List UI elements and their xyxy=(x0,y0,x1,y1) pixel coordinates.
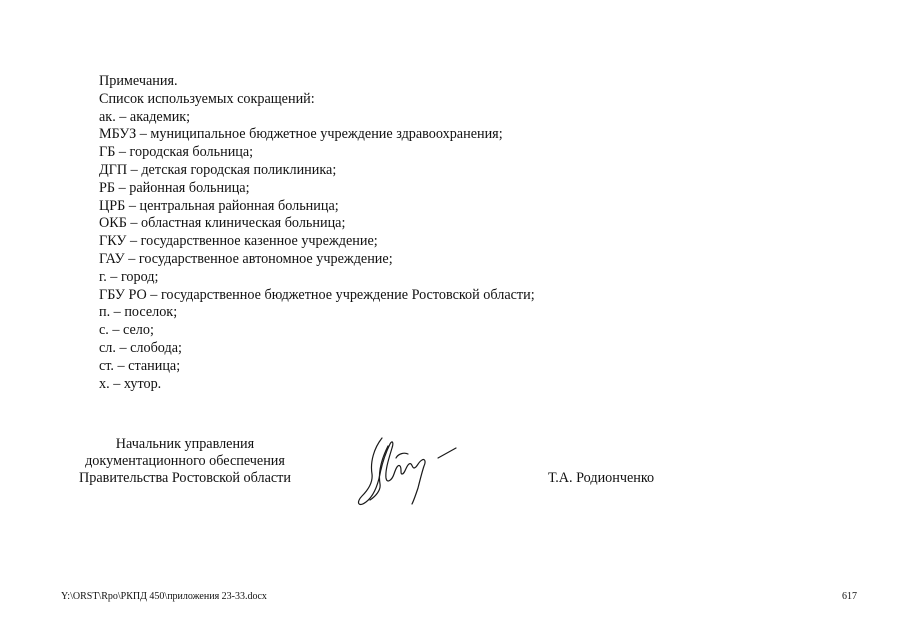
abbreviation-item: ак. – академик; xyxy=(99,108,191,125)
signer-name: Т.А. Родионченко xyxy=(548,470,655,486)
notes-section xyxy=(99,73,535,393)
abbreviation-item: РБ – районная больница; xyxy=(99,179,250,196)
abbreviation-item: х. – хутор. xyxy=(99,375,162,392)
position-line: Начальник управления xyxy=(115,436,255,452)
abbreviation-item: п. – поселок; xyxy=(99,304,178,321)
abbreviations-list-title: Список используемых сокращений: xyxy=(99,90,315,107)
abbreviation-item: ОКБ – областная клиническая больница; xyxy=(99,215,346,232)
footer-file-path: Y:\ORST\Rpo\РКПД 450\приложения 23-33.docx xyxy=(61,591,267,602)
abbreviation-item: МБУЗ – муниципальное бюджетное учреждение здравоохранения; xyxy=(99,126,503,143)
signatory-position xyxy=(40,436,330,487)
abbreviation-item: г. – город; xyxy=(99,268,159,285)
abbreviation-item: ЦРБ – центральная районная больница; xyxy=(99,197,339,214)
abbreviation-item: ГАУ – государственное автономное учреждение; xyxy=(99,250,393,267)
abbreviation-item: ДГП – детская городская поликлиника; xyxy=(99,161,337,178)
abbreviation-item: сл. – слобода; xyxy=(99,339,182,356)
notes-heading: Примечания. xyxy=(99,73,178,89)
handwritten-signature xyxy=(352,428,462,510)
abbreviation-item: с. – село; xyxy=(99,322,154,339)
position-line: Правительства Ростовской области xyxy=(79,470,291,486)
abbreviation-item: ГБ – городская больница; xyxy=(99,144,254,161)
abbreviation-item: ГКУ – государственное казенное учреждение; xyxy=(99,233,378,250)
page-number: 617 xyxy=(842,591,857,602)
position-line: документационного обеспечения xyxy=(85,453,285,469)
abbreviation-item: ГБУ РО – государственное бюджетное учреждение Ростовской области; xyxy=(99,286,535,303)
abbreviation-item: ст. – станица; xyxy=(99,357,181,374)
